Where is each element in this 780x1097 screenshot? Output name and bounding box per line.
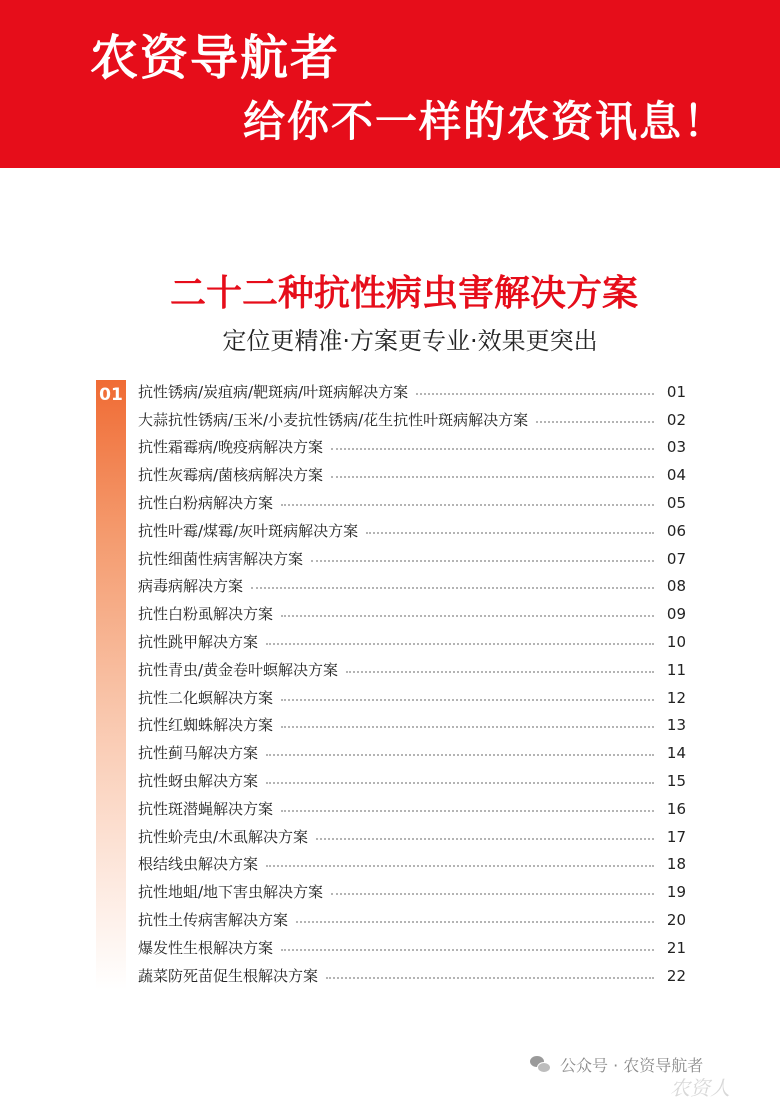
toc-entry-label: 抗性土传病害解决方案 bbox=[138, 911, 289, 930]
toc-entry-page: 11 bbox=[666, 660, 686, 679]
toc-entry[interactable] bbox=[138, 489, 686, 517]
toc-entry[interactable] bbox=[138, 656, 686, 684]
toc-entry[interactable] bbox=[138, 934, 686, 962]
toc-leader-dots bbox=[266, 643, 654, 645]
toc-leader-dots bbox=[281, 699, 654, 701]
toc-leader-dots bbox=[281, 726, 654, 728]
toc-entry-label: 抗性斑潜蝇解决方案 bbox=[138, 799, 274, 818]
brand-slogan: 给你不一样的农资讯息！ bbox=[243, 97, 728, 146]
toc-entry-page: 10 bbox=[666, 633, 686, 652]
toc-entry-page: 06 bbox=[666, 521, 686, 540]
toc-leader-dots bbox=[331, 448, 654, 450]
toc-entry-page: 07 bbox=[666, 549, 686, 568]
toc-leader-dots bbox=[331, 893, 654, 895]
toc-entry-page: 22 bbox=[666, 966, 686, 985]
header-banner bbox=[0, 0, 780, 168]
toc-entry-label: 抗性二化螟解决方案 bbox=[138, 688, 274, 707]
toc-entry-label: 抗性红蜘蛛解决方案 bbox=[138, 716, 274, 735]
toc-entry-label: 爆发性生根解决方案 bbox=[138, 938, 274, 957]
toc-entry-label: 病毒病解决方案 bbox=[138, 577, 244, 596]
toc-entry-page: 16 bbox=[666, 799, 686, 818]
toc-entry-label: 抗性霜霉病/晚疫病解决方案 bbox=[138, 438, 324, 457]
toc-entry-label: 抗性地蛆/地下害虫解决方案 bbox=[138, 883, 324, 902]
toc-entry-page: 14 bbox=[666, 744, 686, 763]
toc-entry-page: 09 bbox=[666, 605, 686, 624]
toc-leader-dots bbox=[281, 615, 654, 617]
toc-entry-label: 根结线虫解决方案 bbox=[138, 855, 259, 874]
toc-entry-page: 02 bbox=[666, 410, 686, 429]
toc-entry-page: 19 bbox=[666, 883, 686, 902]
toc-leader-dots bbox=[281, 949, 654, 951]
toc-entry[interactable] bbox=[138, 795, 686, 823]
toc-entry[interactable] bbox=[138, 712, 686, 740]
brand-title: 农资导航者 bbox=[90, 30, 341, 86]
toc-entry[interactable] bbox=[138, 517, 686, 545]
toc-entry-page: 04 bbox=[666, 466, 686, 485]
toc-entry-label: 抗性蓟马解决方案 bbox=[138, 744, 259, 763]
toc-entry[interactable] bbox=[138, 962, 686, 990]
toc-entry-page: 08 bbox=[666, 577, 686, 596]
toc-leader-dots bbox=[326, 977, 654, 979]
toc-leader-dots bbox=[366, 532, 654, 534]
toc-entry-label: 大蒜抗性锈病/玉米/小麦抗性锈病/花生抗性叶斑病解决方案 bbox=[138, 410, 529, 429]
toc-entry-page: 18 bbox=[666, 855, 686, 874]
toc-entry[interactable] bbox=[138, 878, 686, 906]
toc-entry-page: 13 bbox=[666, 716, 686, 735]
toc-entry-page: 21 bbox=[666, 938, 686, 957]
footer-source-text: 公众号 · 农资导航者 bbox=[560, 1056, 704, 1075]
toc-gradient-bar bbox=[96, 380, 126, 990]
toc-entry-page: 03 bbox=[666, 438, 686, 457]
toc-entry[interactable] bbox=[138, 434, 686, 462]
toc-leader-dots bbox=[416, 393, 654, 395]
toc-entry-page: 01 bbox=[666, 382, 686, 401]
toc-leader-dots bbox=[346, 671, 654, 673]
toc-entry-page: 12 bbox=[666, 688, 686, 707]
page-subtitle: 定位更精准·方案更专业·效果更突出 bbox=[222, 327, 598, 355]
toc-entry[interactable] bbox=[138, 906, 686, 934]
toc-entry-label: 抗性叶霉/煤霉/灰叶斑病解决方案 bbox=[138, 521, 359, 540]
toc-entry-label: 抗性白粉病解决方案 bbox=[138, 494, 274, 513]
toc-entry-label: 抗性蚜虫解决方案 bbox=[138, 772, 259, 791]
toc-leader-dots bbox=[281, 504, 654, 506]
page-title: 二十二种抗性病虫害解决方案 bbox=[169, 273, 638, 314]
toc-entry[interactable] bbox=[138, 823, 686, 851]
toc-entry-page: 05 bbox=[666, 494, 686, 513]
toc-entry-label: 抗性青虫/黄金卷叶螟解决方案 bbox=[138, 660, 339, 679]
toc-entry[interactable] bbox=[138, 628, 686, 656]
toc-entry[interactable] bbox=[138, 406, 686, 434]
toc-section-number: 01 bbox=[99, 385, 123, 405]
toc-entry[interactable] bbox=[138, 600, 686, 628]
toc-entry-page: 15 bbox=[666, 772, 686, 791]
watermark: 农资人 bbox=[670, 1076, 730, 1097]
toc-entry-label: 抗性细菌性病害解决方案 bbox=[138, 549, 304, 568]
toc-entry[interactable] bbox=[138, 684, 686, 712]
toc-entry[interactable] bbox=[138, 378, 686, 406]
toc-leader-dots bbox=[331, 476, 654, 478]
toc-leader-dots bbox=[316, 838, 654, 840]
toc-entry[interactable] bbox=[138, 739, 686, 767]
toc-entry[interactable] bbox=[138, 851, 686, 879]
toc-entry[interactable] bbox=[138, 545, 686, 573]
toc-entry-label: 抗性灰霉病/菌核病解决方案 bbox=[138, 466, 324, 485]
toc-leader-dots bbox=[296, 921, 654, 923]
toc-leader-dots bbox=[536, 421, 654, 423]
toc-entry-label: 蔬菜防死苗促生根解决方案 bbox=[138, 966, 319, 985]
toc-entry-page: 17 bbox=[666, 827, 686, 846]
toc-entry[interactable] bbox=[138, 767, 686, 795]
toc-leader-dots bbox=[281, 810, 654, 812]
toc-leader-dots bbox=[266, 865, 654, 867]
toc-leader-dots bbox=[266, 754, 654, 756]
toc-entry[interactable] bbox=[138, 573, 686, 601]
toc-entry-label: 抗性白粉虱解决方案 bbox=[138, 605, 274, 624]
toc-leader-dots bbox=[251, 587, 654, 589]
toc-entry-label: 抗性锈病/炭疽病/靶斑病/叶斑病解决方案 bbox=[138, 382, 409, 401]
toc-entry-label: 抗性蚧壳虫/木虱解决方案 bbox=[138, 827, 309, 846]
wechat-icon bbox=[530, 1056, 552, 1074]
toc-entry-page: 20 bbox=[666, 911, 686, 930]
toc-leader-dots bbox=[311, 560, 654, 562]
toc-leader-dots bbox=[266, 782, 654, 784]
toc-entry-label: 抗性跳甲解决方案 bbox=[138, 633, 259, 652]
table-of-contents bbox=[138, 378, 686, 990]
toc-entry[interactable] bbox=[138, 461, 686, 489]
